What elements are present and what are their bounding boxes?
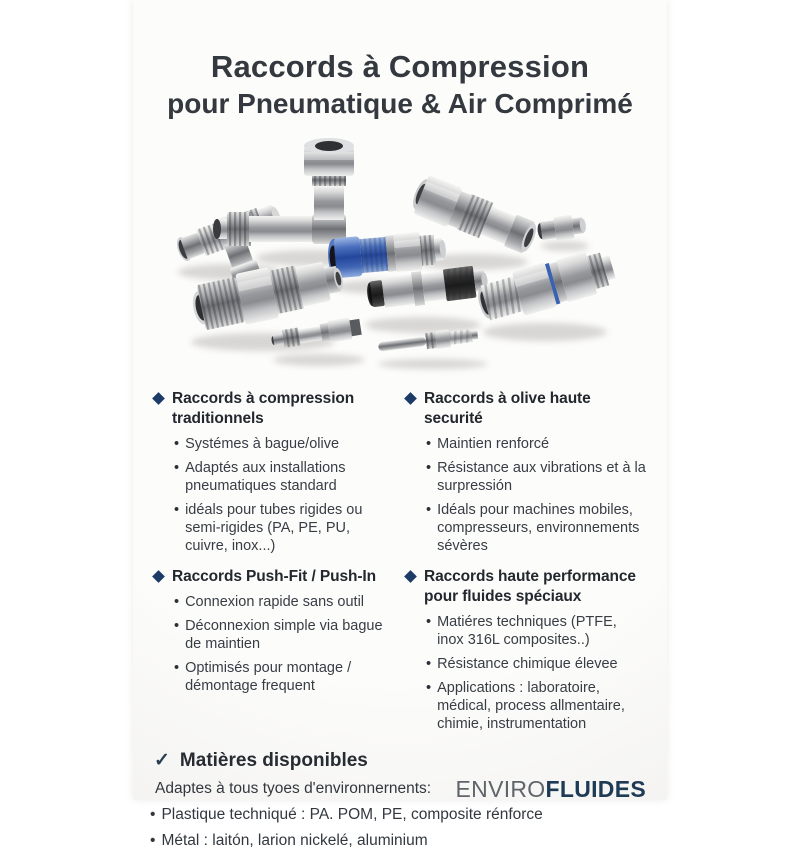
diamond-bullet-icon xyxy=(404,570,417,583)
bullet-item xyxy=(426,655,646,673)
section-olive-securite xyxy=(406,389,646,555)
section-heading: Raccords haute performance pour fluides spéciaux xyxy=(424,568,636,605)
column-right xyxy=(406,389,646,745)
section-haute-performance xyxy=(406,567,646,733)
bullet-item xyxy=(426,435,646,453)
bullet-text: Connexion rapide sans outil xyxy=(185,594,365,610)
poster xyxy=(133,0,667,849)
title-line-2: pour Pneumatique & Air Comprimé xyxy=(167,88,633,119)
bullet-dot: • xyxy=(174,660,180,676)
check-icon: ✓ xyxy=(154,750,170,771)
bullet-item xyxy=(174,459,394,495)
bullet-dot: • xyxy=(174,618,180,634)
bullet-dot: • xyxy=(426,460,432,476)
bullet-item xyxy=(426,501,646,555)
material-text: Métal : laitón, larion nickelé, aluminium xyxy=(161,832,428,849)
section-push-fit xyxy=(154,567,394,695)
small-right-fitting xyxy=(536,213,587,244)
bullet-dot: • xyxy=(426,614,432,630)
bullet-text: Applications : laboratoire, médical, process allmentaire, chimie, instrumentation xyxy=(437,680,625,732)
bullet-text: Matiéres techniques (PTFE, inox 316L composites..) xyxy=(437,614,617,648)
diamond-bullet-icon xyxy=(404,392,417,405)
material-item xyxy=(150,805,646,824)
bullet-item xyxy=(174,659,394,695)
diamond-bullet-icon xyxy=(152,570,165,583)
materials-heading-row xyxy=(154,749,646,772)
bullet-dot: • xyxy=(174,436,180,452)
page-title xyxy=(154,48,646,122)
bullet-text: Maintien renforcé xyxy=(437,436,550,452)
feature-columns xyxy=(154,389,646,745)
bullet-item xyxy=(174,617,394,653)
product-photo xyxy=(133,136,667,376)
section-heading: Raccords Push-Fit / Push-In xyxy=(172,568,376,585)
envirofluides-logo xyxy=(456,776,646,803)
bullet-item xyxy=(426,459,646,495)
bullet-text: Résistance aux vibrations et à la surpressión xyxy=(437,460,646,494)
bullet-item xyxy=(426,679,646,733)
bullet-dot: • xyxy=(426,656,432,672)
bullet-text: Idéals pour machines mobiles, compresseurs, environnements sévères xyxy=(437,502,640,554)
bullet-item xyxy=(426,613,646,649)
diamond-bullet-icon xyxy=(152,392,165,405)
bullet-dot: • xyxy=(174,460,180,476)
section-heading: Raccords à olive haute securité xyxy=(424,390,591,427)
bullet-item xyxy=(174,593,394,611)
bullet-dot: • xyxy=(426,680,432,696)
section-compression-traditionnels xyxy=(154,389,394,555)
bullet-text: Déconnexion simple via bague de maintien xyxy=(185,618,383,652)
materials-intro: Adaptes à tous tyoes d'environnernents: xyxy=(155,780,432,797)
section-heading: Raccords à compression traditionnels xyxy=(172,390,355,427)
bullet-dot: • xyxy=(150,806,156,823)
bullet-dot: • xyxy=(426,502,432,518)
bullet-text: Optimisés pour montage / démontage frequent xyxy=(185,660,352,694)
material-text: Plastique techniqué : PA. POM, PE, composite rénforce xyxy=(161,806,543,823)
logo-fluides: FLUIDES xyxy=(545,776,646,802)
footer xyxy=(150,776,646,850)
column-left xyxy=(154,389,394,745)
title-line-1: Raccords à Compression xyxy=(210,49,590,84)
bullet-item xyxy=(174,501,394,555)
bullet-dot: • xyxy=(174,502,180,518)
bullet-text: idéals pour tubes rigides ou semi-rigides (PA, PE, PU, cuivre, inox...) xyxy=(185,502,363,554)
elbow-top-fitting xyxy=(213,138,354,246)
bullet-item xyxy=(174,435,394,453)
material-item xyxy=(150,831,646,850)
logo-enviro: ENVIRO xyxy=(455,776,546,802)
bullet-text: Adaptés aux installations pneumatiques standard xyxy=(185,460,346,494)
bullet-text: Systémes à bague/olive xyxy=(185,436,340,452)
bullet-dot: • xyxy=(150,832,156,849)
materials-heading: Matières disponibles xyxy=(179,750,368,771)
bullet-dot: • xyxy=(426,436,432,452)
bullet-dot: • xyxy=(174,594,180,610)
bullet-text: Résistance chimique élevee xyxy=(437,656,618,672)
